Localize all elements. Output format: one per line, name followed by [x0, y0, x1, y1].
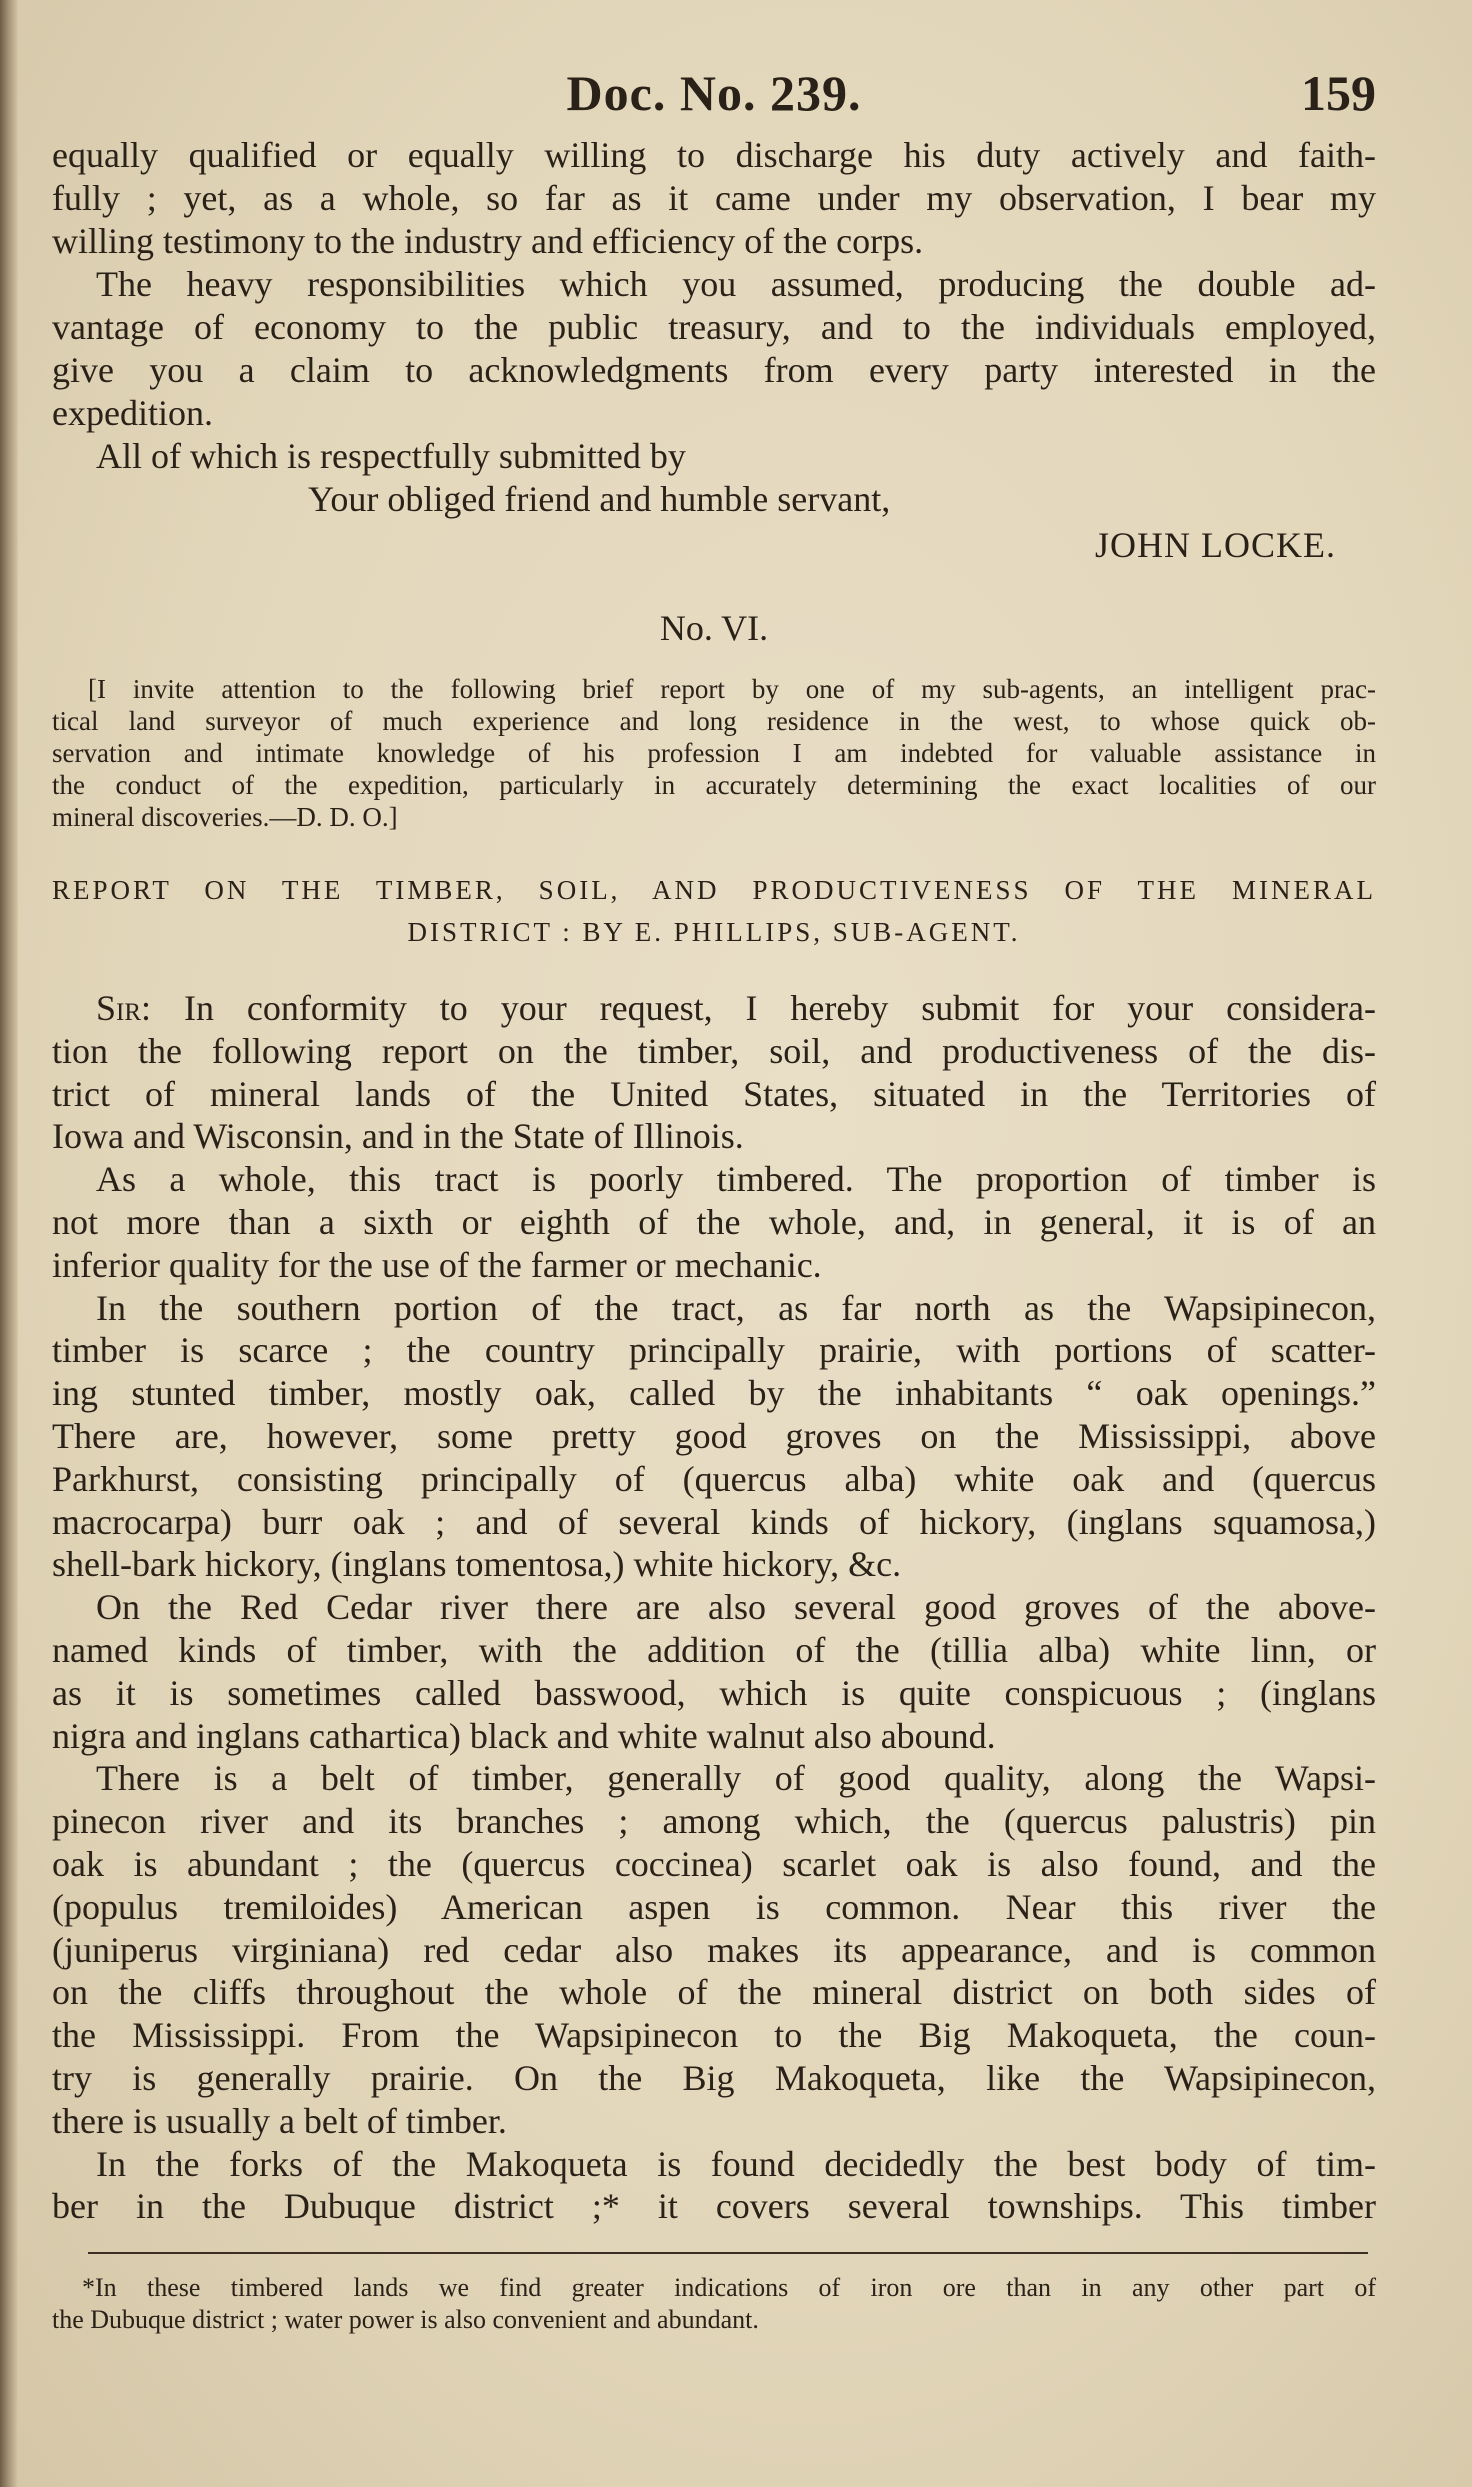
text-line: not more than a sixth or eighth of the whole, and, in general, it is of an	[52, 1201, 1376, 1242]
text-line: shell-bark hickory, (inglans tomentosa,) white hickory, &c.	[52, 1544, 902, 1585]
text-line: In the southern portion of the tract, as far north as the Wapsipinecon,	[96, 1287, 1376, 1328]
text-line: ing stunted timber, mostly oak, called by the inhabitants “ oak openings.”	[52, 1373, 1376, 1414]
text-line: vantage of economy to the public treasury, and to the individuals employed,	[52, 307, 1376, 347]
note-line: mineral discoveries.—D. D. O.]	[52, 802, 398, 832]
signature-block	[52, 435, 1376, 569]
text-line: nigra and inglans cathartica) black and white walnut also abound.	[52, 1715, 996, 1756]
footnote-line: the Dubuque district ; water power is also convenient and abundant.	[52, 2305, 759, 2335]
text-line: give you a claim to acknowledgments from every party interested in the	[52, 350, 1376, 390]
text-line: willing testimony to the industry and efficiency of the corps.	[52, 221, 924, 261]
text-line: macrocarpa) burr oak ; and of several kinds of hickory, (inglans squamosa,)	[52, 1501, 1376, 1542]
report-paragraph	[52, 1757, 1376, 2142]
text-run: : In conformity to your request, I hereby submit for your considera-	[141, 988, 1376, 1028]
text-line: as it is sometimes called basswood, which is quite conspicuous ; (inglans	[52, 1672, 1376, 1713]
text-line: fully ; yet, as a whole, so far as it came under my observation, I bear my	[52, 178, 1376, 218]
report-title-line: REPORT ON THE TIMBER, SOIL, AND PRODUCTIVENESS OF THE MINERAL	[52, 875, 1376, 905]
signature-closing: Your obliged friend and humble servant,	[308, 479, 891, 519]
report-body	[52, 987, 1376, 2228]
opening-paragraph	[52, 134, 1376, 263]
report-title-line: DISTRICT : BY E. PHILLIPS, SUB-AGENT.	[407, 917, 1021, 947]
report-paragraph	[52, 2143, 1376, 2229]
report-title	[52, 869, 1376, 953]
doc-title: Doc. No. 239.	[566, 65, 862, 121]
text-line: There are, however, some pretty good groves on the Mississippi, above	[52, 1415, 1376, 1456]
page-number: 159	[1301, 65, 1376, 121]
report-paragraph	[52, 1158, 1376, 1286]
text-line: As a whole, this tract is poorly timbered. The proportion of timber is	[96, 1159, 1376, 1200]
text-line: equally qualified or equally willing to discharge his duty actively and faith-	[52, 135, 1376, 175]
text-line: Iowa and Wisconsin, and in the State of Illinois.	[52, 1116, 744, 1157]
page-content	[52, 64, 1376, 2336]
text-line: oak is abundant ; the (quercus coccinea) scarlet oak is also found, and the	[52, 1843, 1376, 1884]
salutation: Sir	[96, 988, 142, 1028]
text-line: inferior quality for the use of the farmer or mechanic.	[52, 1244, 822, 1285]
text-line	[52, 987, 1376, 1030]
closing-paragraph	[52, 263, 1376, 435]
text-line: On the Red Cedar river there are also several good groves of the above-	[96, 1587, 1376, 1628]
note-line: [I invite attention to the following brief report by one of my sub-agents, an intelligent prac-	[88, 674, 1376, 704]
text-line: expedition.	[52, 393, 213, 433]
text-line: There is a belt of timber, generally of good quality, along the Wapsi-	[96, 1758, 1376, 1799]
text-line: (juniperus virginiana) red cedar also makes its appearance, and is common	[52, 1929, 1376, 1970]
text-line: (populus tremiloides) American aspen is common. Near this river the	[52, 1886, 1376, 1927]
section-number: No. VI.	[659, 608, 769, 648]
text-line: named kinds of timber, with the addition of the (tillia alba) white linn, or	[52, 1629, 1376, 1670]
signature-name: JOHN LOCKE.	[1095, 525, 1336, 565]
text-line: The heavy responsibilities which you assumed, producing the double ad-	[96, 264, 1376, 304]
text-line: trict of mineral lands of the United States, situated in the Territories of	[52, 1073, 1376, 1114]
text-line: tion the following report on the timber, soil, and productiveness of the dis-	[52, 1030, 1376, 1071]
signature-intro: All of which is respectfully submitted by	[96, 436, 686, 476]
text-line: In the forks of the Makoqueta is found decidedly the best body of tim-	[96, 2143, 1376, 2184]
text-line: on the cliffs throughout the whole of the mineral district on both sides of	[52, 1972, 1376, 2013]
running-header	[52, 64, 1376, 134]
report-paragraph	[52, 1586, 1376, 1757]
text-line: Parkhurst, consisting principally of (quercus alba) white oak and (quercus	[52, 1458, 1376, 1499]
footnote-divider	[88, 2252, 1368, 2254]
editor-note	[52, 673, 1376, 833]
text-line: pinecon river and its branches ; among which, the (quercus palustris) pin	[52, 1801, 1376, 1842]
text-line: there is usually a belt of timber.	[52, 2100, 507, 2141]
note-line: tical land surveyor of much experience and long residence in the west, to whose quick ob-	[52, 706, 1376, 736]
text-line: timber is scarce ; the country principally prairie, with portions of scatter-	[52, 1330, 1376, 1371]
note-line: servation and intimate knowledge of his profession I am indebted for valuable assistance in	[52, 738, 1376, 768]
report-paragraph	[52, 987, 1376, 1158]
text-line: ber in the Dubuque district ;* it covers several townships. This timber	[52, 2186, 1376, 2227]
note-line: the conduct of the expedition, particularly in accurately determining the exact localities of our	[52, 770, 1376, 800]
text-line: the Mississippi. From the Wapsipinecon to the Big Makoqueta, the coun-	[52, 2015, 1376, 2056]
footnote	[52, 2272, 1376, 2336]
text-line: try is generally prairie. On the Big Makoqueta, like the Wapsipinecon,	[52, 2057, 1376, 2098]
report-paragraph	[52, 1287, 1376, 1587]
book-spine-shadow	[0, 0, 18, 2487]
footnote-line: *In these timbered lands we find greater indications of iron ore than in any other part of	[82, 2273, 1376, 2303]
